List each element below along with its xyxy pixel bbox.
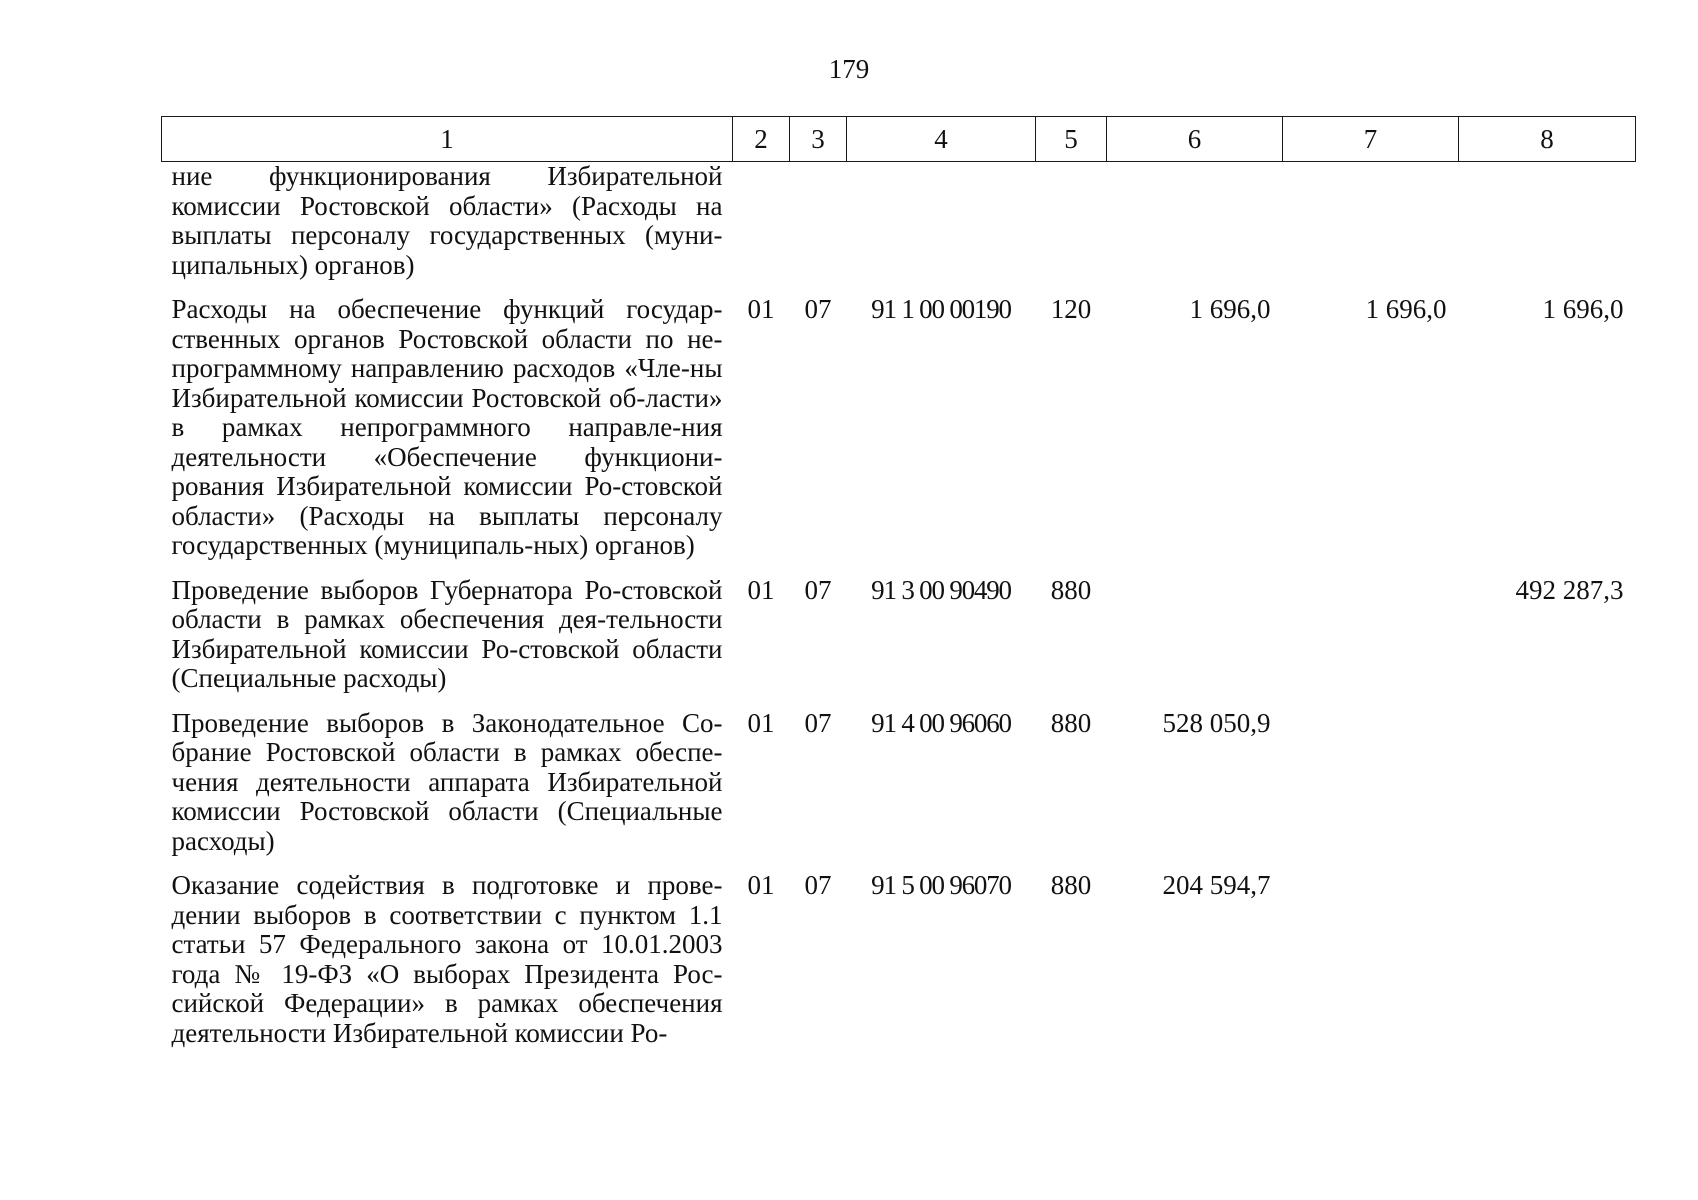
target-article-code: 91 1 00 00190 [871,294,1011,324]
amount-col6 [1107,162,1283,296]
section-code: 01 [747,707,775,738]
row-description: Расходы на обеспечение функций государ-ственных органов Ростовской области по не-программному направлению расходов «Чле-ны Избирательной комиссии Ростовской об-ласти» в рамках непрограммного направле-ния деятельности «Обеспечение функциони-рования Избирательной комиссии Ро-стовской области» (Расходы на выплаты персоналу государственных (муниципаль-ных) органов) [171,294,723,560]
header-cell-6: 6 [1107,117,1283,162]
amount-col7 [1283,871,1459,1048]
expense-type-code [1036,162,1107,296]
expense-type-code: 880 [1050,870,1092,900]
amount-col8 [1459,162,1636,296]
page-number: 179 [828,54,870,84]
amount-col6: 528 050,9 [1162,707,1271,738]
expense-type-code: 120 [1050,294,1092,324]
header-cell-1: 1 [162,117,733,162]
table-row [162,871,1636,1048]
section-code: 01 [747,574,775,605]
header-row [162,117,1636,162]
amount-col7: 1 696,0 [1365,294,1447,324]
amount-col8: 492 287,3 [1515,574,1624,605]
row-description: Проведение выборов Губернатора Ро-стовской области в рамках обеспечения дея-тельности Избирательной комиссии Ро-стовской области (Специальные расходы) [171,574,723,693]
subsection-code: 07 [804,870,832,900]
amount-col8: 1 696,0 [1542,294,1624,324]
expense-type-code: 880 [1050,707,1092,738]
table-row [162,576,1636,709]
section-code [733,162,790,296]
header-cell-3: 3 [790,117,847,162]
amount-col6: 204 594,7 [1162,870,1271,900]
row-description: Проведение выборов в Законодательное Со-брание Ростовской области в рамках обеспе-чения деятельности аппарата Избирательной комиссии Ростовской области (Специальные расходы) [171,707,723,856]
target-article-code: 91 4 00 96060 [871,707,1011,738]
amount-col6: 1 696,0 [1189,294,1271,324]
amount-col7 [1283,576,1459,709]
header-cell-4: 4 [847,117,1036,162]
header-cell-8: 8 [1459,117,1636,162]
expense-type-code: 880 [1050,574,1092,605]
amount-col7 [1283,162,1459,296]
table-row [162,709,1636,872]
target-article-code: 91 5 00 96070 [871,870,1011,900]
table-row [162,295,1636,576]
budget-table [161,116,1636,1048]
amount-col6 [1107,576,1283,709]
subsection-code: 07 [804,707,832,738]
amount-col8 [1459,709,1636,872]
subsection-code [790,162,847,296]
amount-col7 [1283,709,1459,872]
row-description: ние функционирования Избирательной комиссии Ростовской области» (Расходы на выплаты персоналу государственных (муни-ципальных) органов) [171,161,723,280]
row-description: Оказание содействия в подготовке и прове-дении выборов в соответствии с пунктом 1.1 статьи 57 Федерального закона от 10.01.2003 года № 19-ФЗ «О выборах Президента Рос-сийской Федерации» в рамках обеспечения деятельности Избирательной комиссии Ро- [171,870,723,1048]
amount-col8 [1459,871,1636,1048]
section-code: 01 [747,294,775,324]
target-article-code [847,162,1036,296]
section-code: 01 [747,870,775,900]
header-cell-7: 7 [1283,117,1459,162]
header-cell-2: 2 [733,117,790,162]
subsection-code: 07 [804,574,832,605]
subsection-code: 07 [804,294,832,324]
target-article-code: 91 3 00 90490 [871,574,1011,605]
header-cell-5: 5 [1036,117,1107,162]
table-row [162,162,1636,296]
